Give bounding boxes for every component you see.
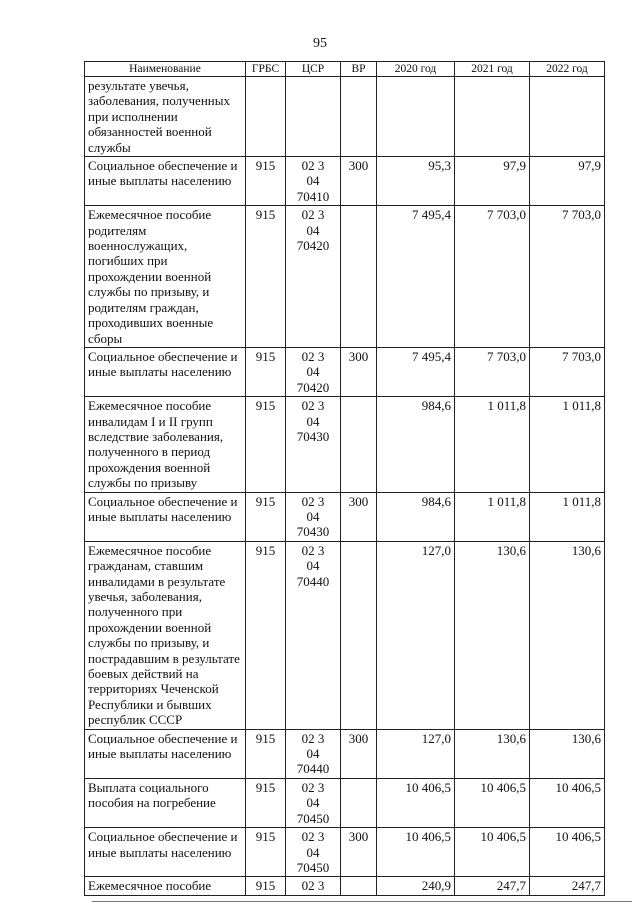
csr-part: 04 (306, 558, 320, 574)
row-grbs: 915 (246, 397, 286, 492)
row-value-2020: 127,0 (377, 729, 455, 778)
row-value-2022: 1 011,8 (530, 492, 605, 541)
row-grbs: 915 (246, 729, 286, 778)
row-value-2020: 7 495,4 (377, 206, 455, 348)
row-value-2022: 247,7 (530, 877, 605, 895)
table-row (85, 541, 605, 729)
row-grbs: 915 (246, 877, 286, 895)
page-number: 95 (313, 36, 327, 51)
row-grbs: 915 (246, 157, 286, 206)
csr-part: 70450 (296, 859, 330, 875)
row-value-2022: 10 406,5 (530, 778, 605, 827)
csr-part: 02 3 (301, 207, 325, 223)
row-name: Социальное обеспечение и иные выплаты населению (85, 347, 246, 396)
row-value-2020: 10 406,5 (377, 778, 455, 827)
csr-part: 70450 (296, 810, 330, 826)
row-value-2021 (455, 77, 530, 157)
column-header-name: Наименование (85, 62, 246, 77)
row-value-2021: 7 703,0 (455, 347, 530, 396)
csr-part: 02 3 (301, 829, 325, 845)
row-value-2022 (530, 77, 605, 157)
csr-part: 04 (306, 508, 320, 524)
row-value-2022: 7 703,0 (530, 347, 605, 396)
row-grbs: 915 (246, 541, 286, 729)
row-name: результате увечья, заболевания, полученных при исполнении обязанностей военной службы (85, 77, 246, 157)
table-row (85, 397, 605, 492)
csr-part: 04 (306, 413, 320, 429)
csr-part: 70420 (296, 379, 330, 395)
row-value-2022: 97,9 (530, 157, 605, 206)
row-name: Выплата социального пособия на погребение (85, 778, 246, 827)
column-header-2021: 2021 год (455, 62, 530, 77)
row-name: Ежемесячное пособие (85, 877, 246, 895)
column-header-vr: ВР (341, 62, 377, 77)
row-value-2021: 1 011,8 (455, 397, 530, 492)
row-value-2020 (377, 77, 455, 157)
row-csr (286, 828, 341, 877)
row-value-2021: 130,6 (455, 541, 530, 729)
row-csr (286, 157, 341, 206)
row-grbs (246, 77, 286, 157)
page-bottom-rule (92, 901, 632, 902)
csr-part: 04 (306, 844, 320, 860)
column-header-2020: 2020 год (377, 62, 455, 77)
column-header-grbs: ГРБС (246, 62, 286, 77)
row-csr (286, 877, 341, 895)
csr-part: 70430 (296, 428, 330, 444)
row-value-2022: 130,6 (530, 541, 605, 729)
row-csr (286, 347, 341, 396)
csr-part: 70410 (296, 188, 330, 204)
csr-part: 02 3 (301, 398, 325, 414)
row-value-2022: 1 011,8 (530, 397, 605, 492)
row-csr (286, 77, 341, 157)
row-vr: 300 (341, 492, 377, 541)
row-csr (286, 541, 341, 729)
column-header-csr: ЦСР (286, 62, 341, 77)
row-name: Ежемесячное пособие инвалидам I и II групп вследствие заболевания, полученного в период прохождения военной службы по призыву (85, 397, 246, 492)
row-value-2020: 984,6 (377, 397, 455, 492)
row-grbs: 915 (246, 206, 286, 348)
csr-part: 02 3 (301, 730, 325, 746)
row-value-2020: 240,9 (377, 877, 455, 895)
row-value-2021: 7 703,0 (455, 206, 530, 348)
csr-part: 04 (306, 364, 320, 380)
row-grbs: 915 (246, 347, 286, 396)
table-row (85, 729, 605, 778)
row-csr (286, 397, 341, 492)
csr-part: 02 3 (301, 878, 325, 894)
row-value-2021: 10 406,5 (455, 828, 530, 877)
csr-part: 02 3 (301, 542, 325, 558)
csr-part: 70440 (296, 573, 330, 589)
table-row (85, 347, 605, 396)
row-value-2021: 10 406,5 (455, 778, 530, 827)
row-vr (341, 77, 377, 157)
row-vr: 300 (341, 828, 377, 877)
row-vr (341, 206, 377, 348)
csr-part: 04 (306, 222, 320, 238)
table-row (85, 828, 605, 877)
row-name: Ежемесячное пособие гражданам, ставшим инвалидами в результате увечья, заболевания, полученного при прохождении военной службы по призыву, и пострадавшим в результате боевых действий на территориях Чеченской Республики и бывших республик СССР (85, 541, 246, 729)
row-grbs: 915 (246, 778, 286, 827)
row-value-2020: 95,3 (377, 157, 455, 206)
row-csr (286, 778, 341, 827)
row-grbs: 915 (246, 492, 286, 541)
row-vr: 300 (341, 729, 377, 778)
row-name: Социальное обеспечение и иные выплаты населению (85, 157, 246, 206)
csr-part: 70430 (296, 524, 330, 540)
csr-part: 70440 (296, 761, 330, 777)
row-value-2020: 127,0 (377, 541, 455, 729)
row-value-2020: 984,6 (377, 492, 455, 541)
row-value-2021: 97,9 (455, 157, 530, 206)
row-name: Социальное обеспечение и иные выплаты населению (85, 492, 246, 541)
budget-table (84, 61, 605, 896)
row-value-2022: 130,6 (530, 729, 605, 778)
row-csr (286, 729, 341, 778)
csr-part: 02 3 (301, 493, 325, 509)
row-csr (286, 492, 341, 541)
row-csr (286, 206, 341, 348)
row-name: Социальное обеспечение и иные выплаты населению (85, 828, 246, 877)
table-row (85, 492, 605, 541)
csr-part: 02 3 (301, 158, 325, 174)
row-vr: 300 (341, 157, 377, 206)
row-vr (341, 877, 377, 895)
row-value-2021: 130,6 (455, 729, 530, 778)
row-vr (341, 541, 377, 729)
csr-part: 70420 (296, 238, 330, 254)
row-name: Ежемесячное пособие родителям военнослужащих, погибших при прохождении военной службы по призыву, и родителям граждан, проходивших военные сборы (85, 206, 246, 348)
row-name: Социальное обеспечение и иные выплаты населению (85, 729, 246, 778)
row-value-2020: 7 495,4 (377, 347, 455, 396)
table-row (85, 77, 605, 157)
row-value-2022: 10 406,5 (530, 828, 605, 877)
csr-part: 04 (306, 795, 320, 811)
row-grbs: 915 (246, 828, 286, 877)
row-value-2021: 247,7 (455, 877, 530, 895)
row-value-2022: 7 703,0 (530, 206, 605, 348)
table-row (85, 778, 605, 827)
row-value-2020: 10 406,5 (377, 828, 455, 877)
row-vr: 300 (341, 347, 377, 396)
table-header-row (85, 62, 605, 77)
csr-part: 02 3 (301, 348, 325, 364)
table-row (85, 206, 605, 348)
csr-part: 04 (306, 173, 320, 189)
row-value-2021: 1 011,8 (455, 492, 530, 541)
row-vr (341, 778, 377, 827)
column-header-2022: 2022 год (530, 62, 605, 77)
csr-part: 04 (306, 746, 320, 762)
csr-part: 02 3 (301, 779, 325, 795)
table-row (85, 157, 605, 206)
row-vr (341, 397, 377, 492)
table-row (85, 877, 605, 895)
